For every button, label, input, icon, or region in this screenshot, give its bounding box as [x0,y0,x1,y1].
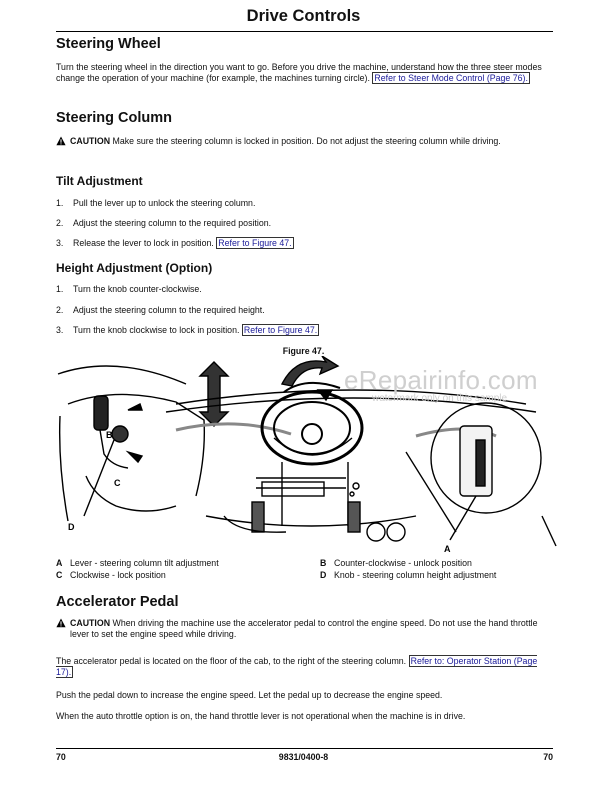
legend-item [56,570,166,580]
legend-text: Knob - steering column height adjustment [334,570,497,580]
page-title: Drive Controls [246,7,361,25]
step-text: Turn the knob counter-clockwise. [73,284,202,294]
caution-text: When driving the machine use the accelerator pedal to control the engine speed. Do not use the hand throttle lever to set the engine speed while driving. [70,618,538,640]
accelerator-usage-paragraph: Push the pedal down to increase the engine speed. Let the pedal up to decrease the engine speed. [56,690,443,700]
footer-doc-number: 9831/0400-8 [278,752,329,762]
steering-wheel-heading: Steering Wheel [56,36,161,52]
list-item [56,284,553,295]
caution-text: Make sure the steering column is locked in position. Do not adjust the steering column while driving. [112,136,501,146]
figure-47-link[interactable]: Refer to Figure 47. [218,238,292,248]
steer-mode-link[interactable]: Refer to Steer Mode Control (Page 76). [374,73,528,84]
steering-wheel-text: Turn the steering wheel in the direction you want to go. Before you drive the machine, understand how the three steer modes change the operation of your machine (for example, the machines turning circle). [56,62,542,84]
steering-column-heading: Steering Column [56,110,173,126]
step-text: Pull the lever up to unlock the steering column. [73,198,256,208]
step-text: Adjust the steering column to the required position. [73,218,272,228]
operator-station-link[interactable]: Refer to: Operator Station (Page 17). [56,656,538,678]
accelerator-caution [56,618,553,640]
step-text: Adjust the steering column to the required height. [73,305,265,315]
step-number: 1. [56,284,64,294]
accelerator-location-text: The accelerator pedal is located on the floor of the cab, to the right of the steering column. [56,656,407,666]
step-text: Turn the knob clockwise to lock in position. [73,325,240,335]
warning-icon [56,136,66,146]
legend-text: Clockwise - lock position [70,570,166,580]
caution-label: CAUTION [70,618,111,628]
step-number: 2. [56,305,64,315]
callout-c: C [114,478,121,488]
title-rule [56,31,553,32]
legend-key: B [320,558,327,568]
footer-page-left: 70 [56,752,66,762]
step-number: 2. [56,218,64,228]
step-number: 1. [56,198,64,208]
step-number: 3. [56,238,64,248]
accelerator-heading: Accelerator Pedal [56,594,179,610]
warning-icon [56,618,66,628]
list-item [56,198,553,209]
watermark-note: watermark only on this sample [372,393,508,404]
figure-47-link[interactable]: Refer to Figure 47. [243,325,318,335]
step-number: 3. [56,325,64,335]
legend-item [320,558,472,568]
list-item [56,325,553,336]
accelerator-location-paragraph [56,656,553,678]
legend-key: D [320,570,327,580]
callout-a: A [444,544,451,554]
step-text: Release the lever to lock in position. [73,238,214,248]
legend-item [320,570,496,580]
steering-column-caution [56,136,553,147]
legend-text: Counter-clockwise - unlock position [334,558,472,568]
tilt-heading: Tilt Adjustment [56,174,143,188]
legend-key: A [56,558,63,568]
figure-caption: Figure 47. [282,346,325,356]
callout-d: D [68,522,75,532]
legend-text: Lever - steering column tilt adjustment [70,558,219,568]
list-item [56,305,553,316]
caution-label: CAUTION [70,136,111,146]
callout-b: B [106,430,113,440]
watermark-brand: eRepairinfo.com [344,365,538,395]
legend-key: C [56,570,63,580]
auto-throttle-paragraph: When the auto throttle option is on, the hand throttle lever is not operational when the machine is in drive. [56,711,466,721]
footer-rule [56,748,553,749]
list-item [56,238,553,249]
footer-page-right: 70 [543,752,553,762]
list-item [56,218,553,229]
steering-wheel-paragraph [56,62,553,84]
height-heading: Height Adjustment (Option) [56,261,213,275]
legend-item [56,558,219,568]
